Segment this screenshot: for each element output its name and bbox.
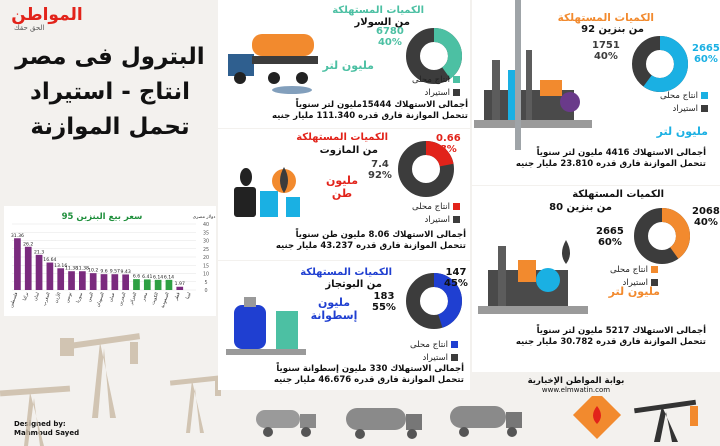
- category-label: المغرب: [42, 291, 52, 307]
- bar-value-label: 9.6: [100, 269, 108, 275]
- chart-ylabel: دولار مصرى: [192, 215, 216, 220]
- bar-value-label: 9.57: [109, 269, 120, 275]
- b80-local-number: 2665: [596, 226, 624, 237]
- solar-legend-import: [412, 87, 460, 100]
- portal-name: بوابة المواطن الإخبارية: [527, 376, 625, 386]
- gas-footer: [224, 364, 464, 387]
- solar-import-pct: 40%: [377, 37, 402, 48]
- legend-swatch-gray: [701, 105, 708, 112]
- gas-legend-import: [410, 352, 458, 365]
- legend-swatch-blue: [451, 341, 458, 348]
- bar-value-label: 16.64: [43, 258, 57, 264]
- b80-import-pct: 40%: [693, 217, 718, 228]
- category-label: لبنان: [33, 291, 41, 302]
- chart-bar: [36, 255, 43, 290]
- y-tick-label: 10: [202, 272, 210, 278]
- chart-title: سعر بيع البنزين 95: [61, 212, 143, 222]
- gas-local-value: [372, 291, 396, 313]
- gas-heading: الكميات المستهلكة: [300, 267, 392, 278]
- mazout-footer-line2: تتحمل الموازنة فارق قدره 43.237 مليار جنيه: [275, 241, 466, 252]
- bar-value-label: 11.38: [75, 266, 89, 272]
- mazout-import-pct: 8%: [439, 144, 457, 155]
- bar-value-label: 11.38: [64, 266, 79, 272]
- b92-donut: [630, 34, 690, 94]
- b92-footer-line1: أجمالى الاستهلاك 4416 مليون لتر سنوياً: [536, 148, 706, 158]
- chart-bar: [68, 271, 75, 290]
- chart-bar: [133, 279, 140, 290]
- b80-footer-line2: تتحمل الموازنة فارق قدره 30.782 مليار جنيه: [515, 337, 706, 348]
- chart-bar: [166, 280, 173, 290]
- b92-import-value: [592, 40, 620, 62]
- b92-legend: [660, 90, 708, 116]
- mazout-legend-import: [412, 214, 460, 227]
- b92-local-value: [692, 43, 720, 65]
- y-tick-label: 30: [202, 239, 210, 245]
- bar-value-label: 26.2: [23, 242, 34, 248]
- chart-bar: [90, 273, 97, 290]
- chart-bar: [111, 274, 118, 290]
- bar-value-label: 31.36: [10, 233, 24, 239]
- b92-local-pct: 60%: [693, 54, 718, 65]
- b80-local-pct: 60%: [597, 237, 622, 248]
- b80-sub: من بنزين 80: [549, 202, 612, 213]
- solar-import-value: [376, 26, 404, 48]
- b92-sub: من بنزين 92: [581, 24, 644, 35]
- legend-swatch-gray: [453, 216, 460, 223]
- b92-heading: الكميات المستهلكة: [557, 12, 654, 24]
- factory-illustration: [478, 220, 588, 320]
- chart-bar: [79, 271, 86, 290]
- chart-bar: [155, 280, 162, 290]
- price-chart-svg: [4, 206, 216, 316]
- b92-legend-local: [660, 90, 708, 103]
- chart-bar: [122, 274, 129, 290]
- tanker-icon: [346, 408, 422, 439]
- legend-swatch-green: [453, 76, 460, 83]
- b80-heading: الكميات المستهلكة: [572, 189, 664, 200]
- chart-bar: [144, 279, 151, 290]
- gas-legend-local: [410, 339, 458, 352]
- solar-legend-import-label: استيراد: [424, 87, 450, 98]
- bar-value-label: 13.16: [54, 263, 68, 269]
- b80-local-value: [596, 226, 624, 248]
- b80-donut: [632, 206, 692, 266]
- mazout-footer-line1: أجمالى الاستهلاك 8.06 مليون طن سنوياً: [295, 230, 466, 240]
- panel-mazout: [218, 129, 470, 260]
- b80-legend-local-label: انتاج محلى: [609, 265, 648, 275]
- category-label: الأردن: [54, 291, 63, 305]
- category-label: ليبيا: [185, 291, 193, 300]
- portal-url: www.elmwatin.com: [541, 386, 611, 394]
- chart-bar: [101, 274, 108, 290]
- b92-unit: مليون لتر: [656, 125, 708, 138]
- b80-legend-local: [610, 264, 658, 277]
- bar-value-label: 6.14: [163, 275, 175, 281]
- logo-text: المواطن: [11, 5, 83, 25]
- mazout-unit: مليون طن: [325, 174, 359, 200]
- gas-import-number: 147: [445, 267, 467, 278]
- solar-import-number: 6780: [376, 26, 404, 37]
- gas-footer-line1: أجمالى الاستهلاك 330 مليون إسطوانة سنوياً: [276, 364, 464, 374]
- category-label: عمان: [108, 291, 117, 303]
- price-chart: [4, 206, 216, 316]
- b92-local-number: 2665: [692, 43, 720, 54]
- gas-import-pct: 45%: [444, 278, 468, 289]
- category-label: سوريا: [75, 291, 85, 304]
- vertical-pipe: [515, 0, 521, 150]
- gas-legend: [410, 339, 458, 365]
- legend-swatch-cyan: [701, 92, 708, 99]
- legend-swatch-gray: [453, 89, 460, 96]
- bar-value-label: 6.41: [142, 274, 153, 280]
- legend-swatch-orange: [651, 266, 658, 273]
- legend-swatch-red: [453, 203, 460, 210]
- b92-footer: [476, 148, 706, 171]
- category-label: فلسطين: [9, 291, 20, 309]
- mazout-import-value: [436, 133, 461, 155]
- truck-icon: [256, 410, 316, 437]
- chart-bar: [57, 268, 64, 290]
- gas-unit: مليون إسطوانة: [310, 296, 358, 322]
- b92-import-pct: 40%: [593, 51, 618, 62]
- mazout-legend-local-label: انتاج محلى: [411, 202, 450, 212]
- b92-footer-line2: تتحمل الموازنة فارق قدره 23.810 مليار جنيه: [515, 159, 706, 170]
- b80-unit: مليون لتر: [608, 285, 660, 298]
- category-label: الجزائر: [129, 291, 139, 306]
- mazout-legend-import-label: استيراد: [424, 214, 450, 225]
- b92-legend-import: [660, 103, 708, 116]
- bottom-icons: [250, 396, 720, 446]
- solar-footer-line2: تتحمل الموازنة فارق قدره 111.340 مليار جنيه: [272, 111, 468, 122]
- logo-tagline: الحق حقك: [14, 24, 45, 32]
- main-title-line1: البترول فى مصر: [15, 44, 205, 70]
- mazout-local-number: 7.4: [371, 159, 389, 170]
- main-title-line3: تحمل الموازنة: [30, 114, 190, 140]
- y-tick-label: 0: [204, 289, 208, 294]
- b80-footer: [476, 326, 706, 349]
- chart-bar: [14, 238, 21, 290]
- panel-benzine-80: [472, 186, 720, 372]
- b92-legend-local-label: انتاج محلى: [659, 91, 698, 101]
- solar-legend: [412, 74, 460, 100]
- solar-legend-local: [412, 74, 460, 87]
- oil-barrels-illustration: [224, 147, 314, 227]
- tanker-icon: [450, 406, 522, 437]
- mazout-heading: الكميات المستهلكة: [296, 132, 388, 143]
- b80-import-number: 2068: [692, 206, 720, 217]
- category-label: تركيا: [22, 291, 31, 302]
- category-label: السودان: [95, 291, 106, 308]
- y-tick-label: 35: [202, 231, 210, 237]
- chart-bar: [25, 247, 32, 290]
- category-label: السعودية: [160, 291, 171, 310]
- b80-import-value: [692, 206, 720, 228]
- solar-footer-line1: أجمالى الاستهلاك 15444مليون لتر سنوياً: [295, 100, 468, 110]
- category-label: قطر: [174, 291, 182, 302]
- gas-sub: من البوتجاز: [325, 279, 382, 290]
- mazout-import-number: 0.66: [436, 133, 461, 144]
- fire-warning-icon: [573, 396, 621, 439]
- logo: [8, 6, 86, 36]
- mazout-legend-local: [412, 201, 460, 214]
- gas-local-number: 183: [373, 291, 395, 302]
- gas-local-pct: 55%: [372, 302, 396, 313]
- mazout-local-pct: 92%: [368, 170, 392, 181]
- y-tick-label: 5: [204, 280, 208, 286]
- bar-value-label: 6.14: [153, 275, 164, 281]
- y-tick-label: 25: [202, 247, 210, 253]
- panel-benzine-92: [472, 0, 720, 185]
- category-label: مصر: [141, 291, 150, 302]
- main-title-line2: انتاج - استيراد: [30, 79, 190, 105]
- solar-heading: الكميات المستهلكة: [332, 5, 424, 16]
- refinery-illustration: [474, 40, 592, 140]
- gas-import-value: [444, 267, 468, 289]
- portal-block: [526, 376, 626, 394]
- b80-footer-line1: أجمالى الاستهلاك 5217 مليون لتر سنوياً: [536, 326, 706, 336]
- mazout-sub: من المازوت: [319, 145, 378, 156]
- y-tick-label: 40: [202, 223, 210, 228]
- solar-sub: من السولار: [354, 17, 410, 28]
- gas-legend-local-label: انتاج محلى: [409, 340, 448, 350]
- legend-swatch-gray: [451, 354, 458, 361]
- b92-import-number: 1751: [592, 40, 620, 51]
- y-tick-label: 20: [202, 256, 210, 261]
- mazout-local-value: [368, 159, 392, 181]
- panel-butagas: [218, 261, 470, 390]
- gas-cylinder-illustration: [226, 291, 306, 361]
- bar-value-label: 6.6: [132, 274, 141, 280]
- oil-pump-silhouettes: [0, 318, 250, 446]
- b92-legend-import-label: استيراد: [672, 103, 698, 114]
- credit-line2: Mahmoud Sayed: [14, 429, 80, 437]
- b80-legend-import-label: استيراد: [622, 277, 648, 288]
- panel-solar: [218, 0, 470, 128]
- category-label: الكويت: [150, 291, 160, 306]
- solar-legend-local-label: انتاج محلى: [411, 75, 450, 85]
- mazout-footer: [226, 230, 466, 253]
- tanker-truck-illustration: [222, 16, 330, 96]
- chart-bar: [47, 263, 54, 290]
- solar-unit: مليون لتر: [322, 59, 374, 72]
- category-label: اليمن: [87, 291, 96, 303]
- gas-legend-import-label: استيراد: [422, 352, 448, 363]
- gas-footer-line2: تتحمل الموازنة فارق قدره 46.676 مليار جنيه: [273, 375, 464, 386]
- bar-value-label: 1.97: [174, 282, 185, 288]
- pumpjack-icon: [634, 400, 698, 442]
- bar-value-label: 9.43: [120, 269, 131, 275]
- mazout-legend: [412, 201, 460, 227]
- category-label: البحرين: [118, 291, 128, 307]
- solar-footer: [228, 100, 468, 123]
- y-tick-label: 15: [202, 264, 210, 270]
- category-label: تونس: [65, 291, 74, 304]
- bar-value-label: 21.3: [33, 250, 45, 256]
- credit-line1: Designed by:: [14, 420, 66, 428]
- bar-value-label: 10.2: [88, 268, 99, 274]
